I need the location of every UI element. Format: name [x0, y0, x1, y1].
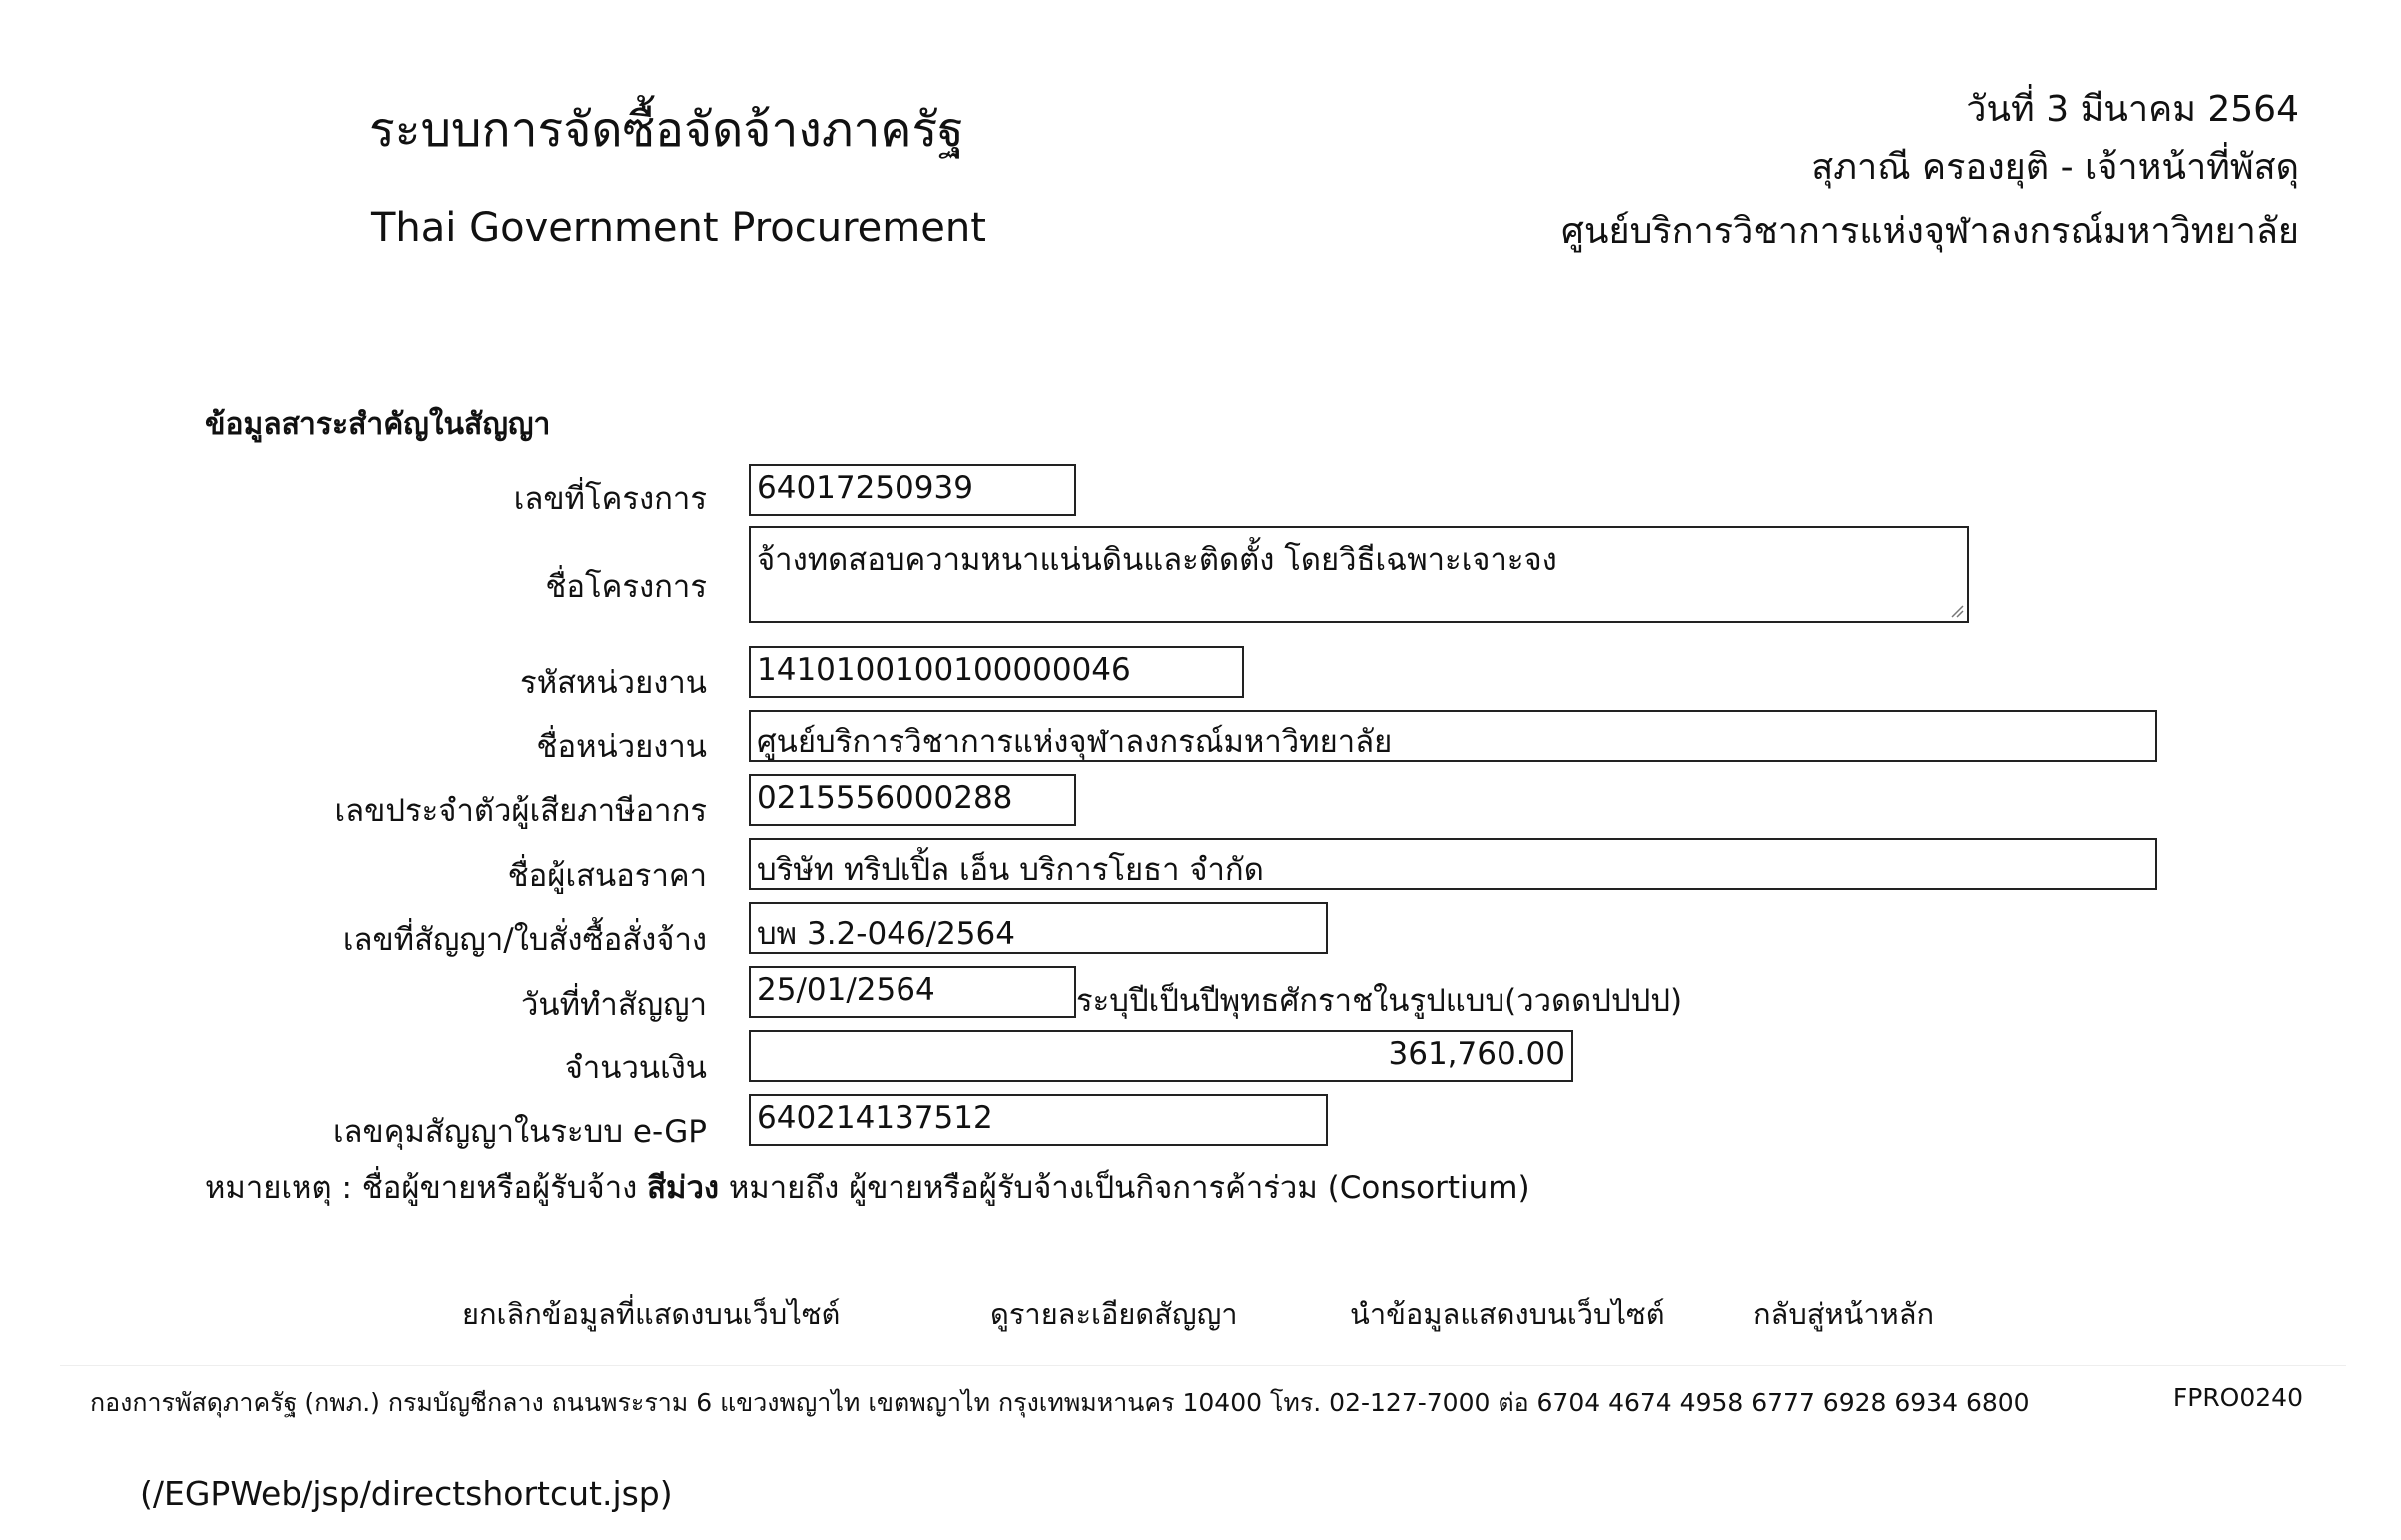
footer-divider — [60, 1365, 2346, 1366]
header-date: วันที่ 3 มีนาคม 2564 — [1966, 89, 2299, 130]
contract-date-field[interactable]: 25/01/2564 — [749, 966, 1076, 1018]
project-no-label: เลขที่โครงการ — [513, 481, 707, 517]
amount-field[interactable]: 361,760.00 — [749, 1030, 1573, 1082]
bidder-name-field[interactable]: บริษัท ทริปเปิ้ล เอ็น บริการโยธา จำกัด — [749, 838, 2157, 890]
back-to-home-link[interactable]: กลับสู่หน้าหลัก — [1753, 1297, 1935, 1331]
project-name-textarea[interactable] — [749, 526, 1969, 623]
note-prefix: หมายเหตุ : ชื่อผู้ขายหรือผู้รับจ้าง — [205, 1170, 638, 1206]
system-title-thai: ระบบการจัดซื้อจัดจ้างภาครัฐ — [369, 102, 964, 158]
project-name-value: จ้างทดสอบความหนาแน่นดินและติดตั้ง โดยวิธีเฉพาะเจาะจง — [757, 542, 1557, 578]
dept-code-label: รหัสหน่วยงาน — [520, 665, 707, 701]
dept-name-field[interactable]: ศูนย์บริการวิชาการแห่งจุฬาลงกรณ์มหาวิทยาลัย — [749, 710, 2157, 762]
header-user: สุภาณี ครองยุติ - เจ้าหน้าที่พัสดุ — [1811, 147, 2299, 188]
header-organization: ศูนย์บริการวิชาการแห่งจุฬาลงกรณ์มหาวิทยาลัย — [1561, 211, 2299, 252]
resize-grip-icon[interactable] — [1950, 604, 1964, 618]
note-suffix: หมายถึง ผู้ขายหรือผู้รับจ้างเป็นกิจการค้าร่วม (Consortium) — [728, 1170, 1530, 1206]
publish-to-web-link[interactable]: นำข้อมูลแสดงบนเว็บไซต์ — [1350, 1297, 1665, 1331]
consortium-note — [205, 1162, 1530, 1212]
contract-date-label: วันที่ทำสัญญา — [520, 987, 707, 1023]
bidder-name-label: ชื่อผู้เสนอราคา — [507, 858, 707, 894]
footer-address: กองการพัสดุภาครัฐ (กพภ.) กรมบัญชีกลาง ถนนพระราม 6 แขวงพญาไท เขตพญาไท กรุงเทพมหานคร 10400 โทร. 02-127-7000 ต่อ 6704 4674 4958 6777 6928 6934 6800 — [90, 1388, 2030, 1417]
dept-name-label: ชื่อหน่วยงาน — [536, 729, 707, 765]
contract-no-label: เลขที่สัญญา/ใบสั่งซื้อสั่งจ้าง — [342, 922, 707, 958]
cancel-web-display-link[interactable]: ยกเลิกข้อมูลที่แสดงบนเว็บไซต์ — [462, 1297, 841, 1331]
tax-id-field[interactable]: 0215556000288 — [749, 774, 1076, 826]
view-contract-details-link[interactable]: ดูรายละเอียดสัญญา — [990, 1297, 1238, 1331]
system-title-english: Thai Government Procurement — [371, 205, 986, 251]
footer-page-code: FPRO0240 — [2172, 1383, 2303, 1412]
project-name-label: ชื่อโครงการ — [545, 569, 707, 605]
footer-page-path: (/EGPWeb/jsp/directshortcut.jsp) — [140, 1474, 673, 1513]
project-no-field[interactable]: 64017250939 — [749, 464, 1076, 516]
note-highlight: สีม่วง — [647, 1170, 720, 1206]
dept-code-field[interactable]: 1410100100100000046 — [749, 646, 1244, 698]
contract-date-hint: ระบุปีเป็นปีพุทธศักราชในรูปแบบ(ววดดปปปป) — [1076, 983, 1683, 1019]
egp-contract-no-field[interactable]: 640214137512 — [749, 1094, 1328, 1146]
amount-label: จำนวนเงิน — [564, 1050, 707, 1086]
contract-no-field[interactable]: บพ 3.2-046/2564 — [749, 902, 1328, 954]
section-title: ข้อมูลสาระสำคัญในสัญญา — [205, 407, 551, 442]
tax-id-label: เลขประจำตัวผู้เสียภาษีอากร — [334, 793, 707, 829]
egp-contract-no-label: เลขคุมสัญญาในระบบ e-GP — [332, 1114, 707, 1150]
